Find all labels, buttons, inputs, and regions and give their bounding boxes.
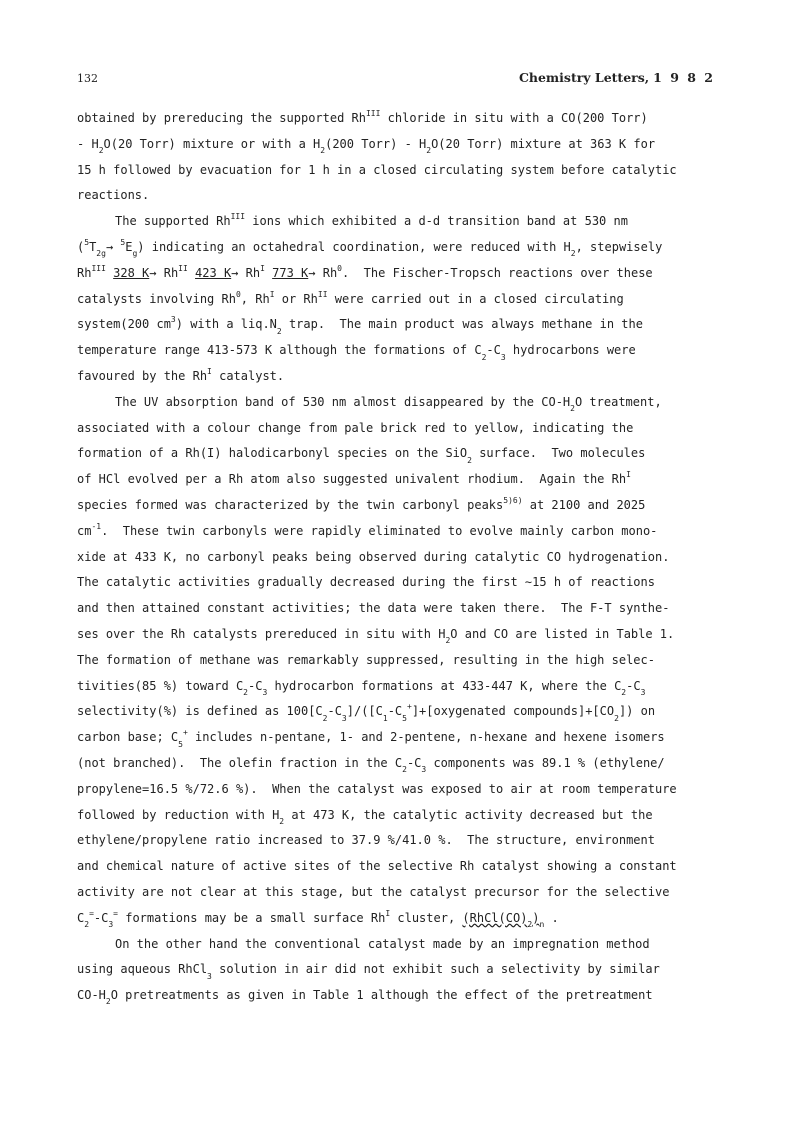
text-line: The formation of methane was remarkably suppressed, resulting in the high selec- — [77, 652, 655, 667]
text-line: (not branched). The olefin fraction in the $C_2-C_3$ components was 89.1 % (ethylene/ — [77, 755, 665, 775]
text-line: and then attained constant activities; the data were taken there. The F-T synthe- — [77, 601, 670, 616]
text-line: The supported $Rh^{III}$ ions which exhibited a d-d transition band at 530 nm — [115, 212, 628, 229]
text-line: The UV absorption band of 530 nm almost disappeared by the $CO-H_2O$ treatment, — [115, 394, 662, 414]
text-line: species formed was characterized by the twin carbonyl peaks$^{5)6)}$ at 2100 and 2025 — [77, 495, 646, 512]
text-line: $Rh^{III}$ 328 $K\to Rh^{II}$ 423 $K\to Rh^I$ 773 $K\to Rh^0$. The Fischer-Tropsch reactions over these — [77, 263, 653, 280]
text-line: associated with a colour change from pale brick red to yellow, indicating the — [77, 420, 634, 435]
text-line: xide at 433 K, no carbonyl peaks being observed during catalytic CO hydrogenation. — [77, 549, 670, 564]
text-line: and chemical nature of active sites of the selective Rh catalyst showing a constant — [77, 859, 677, 874]
text-line: selectivity(%) is defined as $100[C_2-C_3]/([C_1-C_5^+]+[oxygenated$ $compounds]+[CO_2]$) on — [77, 702, 656, 723]
text-line: using aqueous RhCl$_3$ solution in air did not exhibit such a selectivity by similar — [77, 962, 660, 981]
journal-year: 1 9 8 2 — [653, 70, 715, 85]
text-line: carbon base; $C_5^+$ includes n-pentane, 1- and 2-pentene, n-hexane and hexene isomers — [77, 728, 665, 749]
text-line: tivities(85 %) toward $C_2-C_3$ hydrocarbon formations at 433-447 K, where the $C_2-C_3$ — [77, 678, 646, 697]
text-line: ethylene/propylene ratio increased to 37.9 %/41.0 %. The structure, environment — [77, 833, 655, 848]
text-line: catalysts involving Rh$^0$, $Rh^I$ or $Rh^{II}$ were carried out in a closed circulating — [77, 289, 624, 306]
text-line: system(200 $cm^3$) with a $liq.N_2$ trap. The main product was always methane in the — [77, 315, 643, 336]
text-line: followed by reduction with $H_2$ at 473 K, the catalytic activity decreased but the — [77, 807, 653, 826]
text-line: propylene=16.5 %/72.6 %). When the catalyst was exposed to air at room temperature — [77, 781, 677, 796]
text-line: $cm^{-1}$. These twin carbonyls were rapidly eliminated to evolve mainly carbon mono- — [77, 521, 658, 538]
running-header — [519, 70, 715, 85]
text-line: reactions. — [77, 188, 150, 203]
text-line: $CO-H_2O$ pretreatments as given in Table 1 although the effect of the pretreatment — [77, 988, 653, 1007]
body-text — [77, 106, 717, 1009]
text-line: of HCl evolved per a Rh atom also suggested univalent rhodium. Again the $Rh^I$ — [77, 470, 631, 487]
text-line: formation of a Rh(I) halodicarbonyl species on the SiO$_2$ surface. Two molecules — [77, 446, 646, 465]
text-line: - $H_2O(20$ Torr) mixture or with a $H_2(200$ Torr) - $H_2O(20$ Torr) mixture at 363 K for — [77, 136, 656, 156]
text-line: $C_2^=-C_3^=$ formations may be a small surface $Rh^I$ cluster, $(RhCl(CO)_2)_n$ . — [77, 908, 559, 930]
text-line: obtained by prereducing the supported $Rh^{III}$ chloride in situ with a CO(200 Torr) — [77, 109, 648, 125]
page-number: 132 — [77, 72, 98, 85]
text-line: ses over the Rh catalysts prereduced in situ with $H_2O$ and CO are listed in Table 1. — [77, 626, 675, 646]
text-line: favoured by the $Rh^I$ catalyst. — [77, 366, 285, 383]
text-line: The catalytic activities gradually decreased during the first ∼15 h of reactions — [77, 575, 655, 590]
text-line: $(^5T_{2g}\to ^5E_g)$ indicating an octahedral coordination, were reduced with $H_2$, stepwisely — [77, 237, 663, 259]
text-line: activity are not clear at this stage, but the catalyst precursor for the selective — [77, 884, 670, 899]
text-line: On the other hand the conventional catalyst made by an impregnation method — [115, 936, 650, 951]
journal-name: Chemistry Letters, — [518, 70, 650, 85]
text-line: 15 h followed by evacuation for 1 h in a closed circulating system before catalytic — [77, 162, 677, 177]
text-line: temperature range 413-573 K although the formations of $C_2-C_3$ hydrocarbons were — [77, 343, 636, 362]
